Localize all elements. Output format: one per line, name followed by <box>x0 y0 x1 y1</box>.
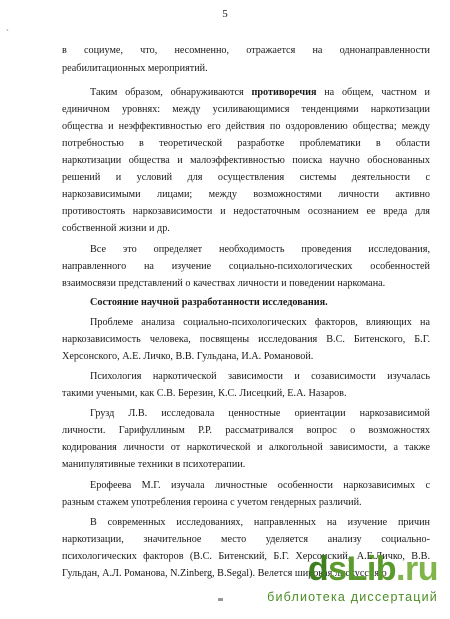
text-line: собственной жизни и др. <box>62 223 170 234</box>
text-line: наркотизации общества и малоэффективностью поиска научно обоснованных <box>62 155 430 166</box>
text-line: решений и условий для осуществления системы деятельности с <box>62 172 430 183</box>
text-line: Психология наркотической зависимости и созависимости изучалась <box>90 371 430 382</box>
text-line: потребностью в теоретической разработке проблематики в области <box>62 138 430 149</box>
text-line: кодирования личности от наркотической и алкогольной зависимости, а также <box>62 442 430 453</box>
dslib-logo[interactable] <box>238 550 438 612</box>
margin-mark: ` <box>6 28 9 38</box>
text-line: Ерофеева М.Г. изучала личностные особенности наркозависимых с <box>90 480 430 491</box>
text-line: психологических факторов (В.С. Битенский, Б.Г. Херсонский, А.Е.Личко, В.В. <box>62 551 430 562</box>
text-line: Все это определяет необходимость проведения исследования, <box>90 244 430 255</box>
text-line: Херсонского, А.Е. Личко, В.В. Гульдана, И.А. Романовой. <box>62 351 314 362</box>
logo-wordmark: dsLib.ru <box>307 550 438 588</box>
text-line: манипулятивные техники в психотерапии. <box>62 459 246 470</box>
text-line: Проблеме анализа социально-психологических факторов, влияющих на <box>90 317 430 328</box>
section-heading: Состояние научной разработанности исследования. <box>90 297 328 308</box>
text-line: общества и неэффективностью его действия по оздоровлению общества; между <box>62 121 430 132</box>
text-line: разным стажем употребления героина с учетом гендерных различий. <box>62 497 362 508</box>
text-line: взаимосвязи представлений о качествах личности и поведении наркомана. <box>62 278 386 289</box>
text-line: Грузд Л.В. исследовала ценностные ориентации наркозависимой <box>90 408 430 419</box>
text-line <box>90 296 430 309</box>
text-line: Гульдан, А.Л. Романова, N.Zinberg, B.Segal). Велется широкая лискуссия о <box>62 568 387 579</box>
text-line: наркозависимыми лицами; между возможностями личности активно <box>62 189 430 200</box>
page-dot <box>218 598 223 601</box>
page-number: 5 <box>222 8 228 20</box>
text-line: реабилитационных мероприятий. <box>62 63 208 74</box>
bold-term: противоречия <box>251 87 317 98</box>
text-line: В современных исследованиях, направленных на изучение причин <box>90 517 430 528</box>
text-line: личности. Гарифуллиным Р.Р. рассматривался вопрос о возможностях <box>62 425 430 436</box>
text-line: противостоять наркозависимости и недостаточным осознанием ее вреда для <box>62 206 430 217</box>
text-line: наркозависимость человека, посвящены исследования В.С. Битенского, Б.Г. <box>62 334 430 345</box>
logo-subtitle: библиотека диссертаций <box>267 590 438 604</box>
text-line: единичном уровнях: между усиливающимися тенденциями наркотизации <box>62 104 430 115</box>
text-line <box>90 86 430 99</box>
text-line: наркотизации, значительное место уделяется анализу социально- <box>62 534 430 545</box>
text-line: в социуме, что, несомненно, отражается на однонаправленности <box>62 45 430 56</box>
text-line: направленного на изучение социально-психологических особенностей <box>62 261 430 272</box>
text-span: Таким образом, обнаруживаются <box>90 87 252 98</box>
text-span: на общем, частном и <box>316 87 430 98</box>
text-line: такими учеными, как С.В. Березин, К.С. Лисецкий, Е.А. Назаров. <box>62 388 347 399</box>
